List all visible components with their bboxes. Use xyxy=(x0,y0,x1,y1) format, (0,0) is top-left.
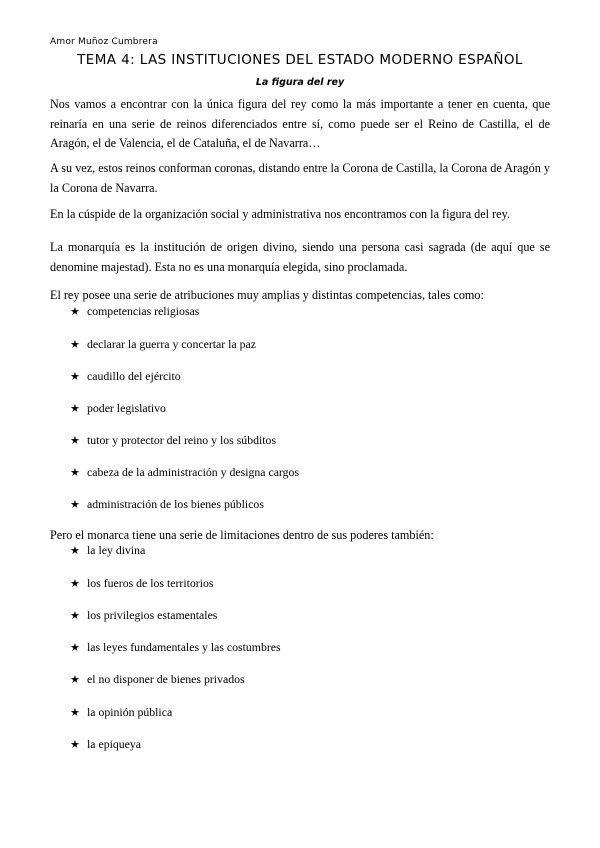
list-item-limitacion: ★ la epiqueya xyxy=(70,737,142,751)
list-item-competencia: ★ competencias religiosas xyxy=(70,304,200,318)
star-bullet-icon: ★ xyxy=(70,306,80,318)
star-bullet-icon: ★ xyxy=(70,403,80,415)
paragraph-line: Nos vamos a encontrar con la única figura del rey como la más importante a tener en cuenta, que xyxy=(50,97,550,111)
star-bullet-icon: ★ xyxy=(70,578,80,590)
star-bullet-icon: ★ xyxy=(70,642,80,654)
paragraph-line: la Corona de Navarra. xyxy=(50,180,158,195)
list-item-limitacion: ★ el no disponer de bienes privados xyxy=(70,672,245,686)
paragraph-line: Pero el monarca tiene una serie de limitaciones dentro de sus poderes también: xyxy=(50,528,434,542)
star-bullet-icon: ★ xyxy=(70,707,80,719)
paragraph-line: Aragón, el de Valencia, el de Cataluña, el de Navarra… xyxy=(50,136,321,150)
list-item-competencia: ★ poder legislativo xyxy=(70,401,166,415)
paragraph-cuspide xyxy=(50,205,550,225)
paragraph-intro xyxy=(50,95,550,154)
list-item-competencia: ★ caudillo del ejército xyxy=(70,369,181,383)
paragraph-line: La monarquía es la institución de origen divino, siendo una persona casi sagrada (de aquí que se xyxy=(50,240,550,254)
list-item-competencia: ★ declarar la guerra y concertar la paz xyxy=(70,337,256,351)
document-title: TEMA 4: LAS INSTITUCIONES DEL ESTADO MODERNO ESPAÑOL xyxy=(77,52,523,68)
list-item-limitacion: ★ la ley divina xyxy=(70,543,146,557)
paragraph-line: A su vez, estos reinos conforman coronas, distando entre la Corona de Castilla, la Corona de Aragón y xyxy=(50,161,550,175)
list-item-competencia: ★ cabeza de la administración y designa cargos xyxy=(70,465,300,479)
section-subtitle: La figura del rey xyxy=(255,77,345,88)
author-name: Amor Muñoz Cumbrera xyxy=(50,37,158,47)
star-bullet-icon: ★ xyxy=(70,739,80,751)
list-item-limitacion: ★ las leyes fundamentales y las costumbres xyxy=(70,640,281,654)
paragraph-line: El rey posee una serie de atribuciones muy amplias y distintas competencias, tales como: xyxy=(50,288,484,302)
star-bullet-icon: ★ xyxy=(70,467,80,479)
list-item-competencia: ★ administración de los bienes públicos xyxy=(70,497,264,511)
list-item-competencia: ★ tutor y protector del reino y los súbditos xyxy=(70,433,277,447)
star-bullet-icon: ★ xyxy=(70,435,80,447)
star-bullet-icon: ★ xyxy=(70,610,80,622)
list-item-limitacion: ★ los privilegios estamentales xyxy=(70,608,218,622)
paragraph-monarquia xyxy=(50,238,550,277)
star-bullet-icon: ★ xyxy=(70,674,80,686)
star-bullet-icon: ★ xyxy=(70,545,80,557)
paragraph-line: reinaría en una serie de reinos diferenciados entre sí, como puede ser el Reino de Castilla, el de xyxy=(50,116,550,131)
star-bullet-icon: ★ xyxy=(70,499,80,511)
paragraph-atribuciones xyxy=(50,286,550,306)
paragraph-coronas xyxy=(50,159,550,198)
star-bullet-icon: ★ xyxy=(70,339,80,351)
list-item-limitacion: ★ la opinión pública xyxy=(70,705,173,719)
list-item-limitacion: ★ los fueros de los territorios xyxy=(70,576,214,590)
paragraph-line: denomine majestad). Esta no es una monarquía elegida, sino proclamada. xyxy=(50,259,408,274)
paragraph-line: En la cúspide de la organización social y administrativa nos encontramos con la figura del rey. xyxy=(50,207,510,221)
star-bullet-icon: ★ xyxy=(70,371,80,383)
